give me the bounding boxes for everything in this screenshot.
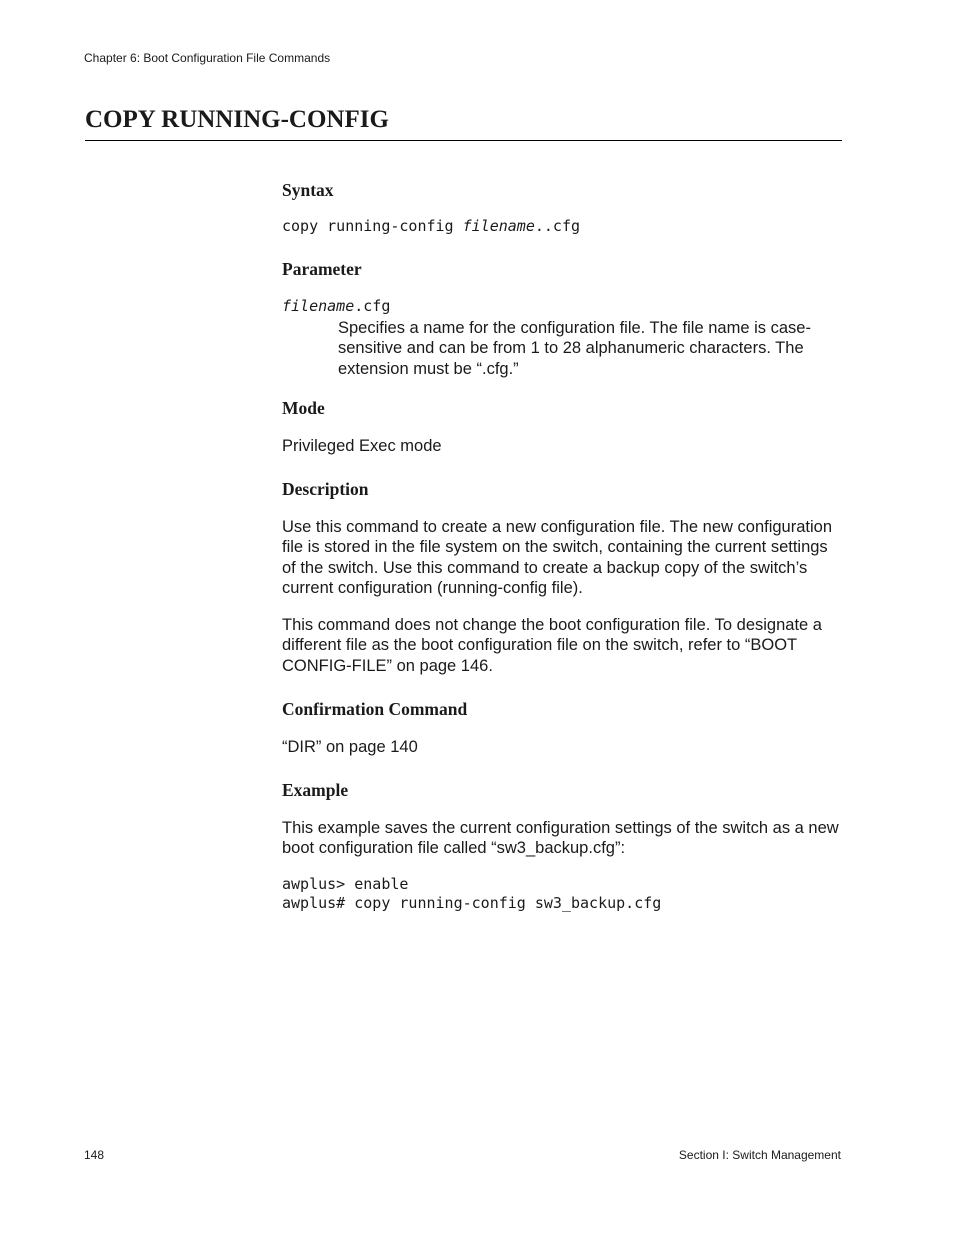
- parameter-name-suffix: .cfg: [354, 297, 391, 315]
- footer-section: Section I: Switch Management: [678, 1148, 841, 1162]
- syntax-heading: Syntax: [282, 180, 334, 200]
- parameter-description: Specifies a name for the configuration file. The file name is case-sensitive and can be from 1 to 28 alphanumeric characters. The extension must be “.cfg.”: [338, 319, 811, 378]
- page-title: COPY RUNNING-CONFIG: [85, 106, 389, 133]
- syntax-param: filename: [462, 217, 535, 235]
- parameter-name-italic: filename: [282, 297, 355, 315]
- example-text: This example saves the current configuration settings of the switch as a new boot configuration file called “sw3_backup.cfg”:: [282, 819, 839, 858]
- mode-text: Privileged Exec mode: [282, 437, 442, 455]
- example-heading: Example: [282, 780, 349, 800]
- confirmation-heading: Confirmation Command: [282, 699, 468, 719]
- description-heading: Description: [282, 479, 369, 499]
- example-code-line-1: awplus> enable: [282, 875, 409, 893]
- parameter-heading: Parameter: [282, 259, 362, 279]
- example-code-line-2: awplus# copy running-config sw3_backup.cfg: [282, 894, 662, 912]
- title-rule: [85, 140, 842, 141]
- description-paragraph-2: This command does not change the boot configuration file. To designate a different file as the boot configuration file on the switch, refer to “BOOT CONFIG-FILE” on page 146.: [282, 616, 822, 675]
- running-header: Chapter 6: Boot Configuration File Commands: [84, 51, 331, 65]
- mode-heading: Mode: [282, 398, 325, 418]
- description-paragraph-1: Use this command to create a new configuration file. The new configuration file is stored in the file system on the switch, containing the current settings of the switch. Use this command to create a backup copy of the switch’s current configuration (running-config file).: [282, 518, 832, 597]
- syntax-cmd-text: copy running-config: [282, 217, 463, 235]
- page-number: 148: [84, 1148, 105, 1162]
- syntax-suffix: ..cfg: [534, 217, 581, 235]
- syntax-command: [282, 217, 580, 236]
- confirmation-link[interactable]: “DIR” on page 140: [282, 738, 418, 756]
- parameter-name: [282, 297, 390, 316]
